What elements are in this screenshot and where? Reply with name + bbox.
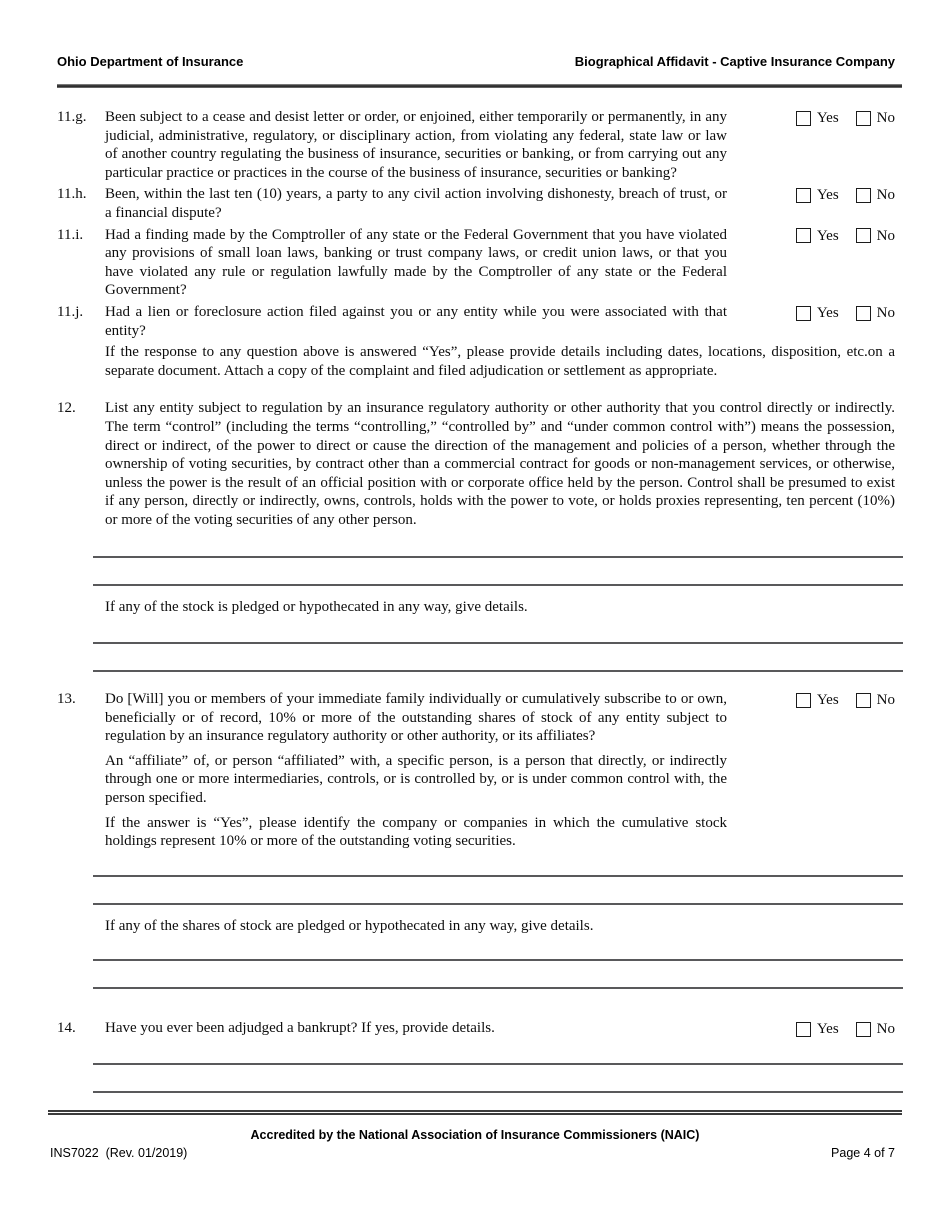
checkbox-label: Yes — [816, 110, 839, 126]
header-department: Ohio Department of Insurance — [57, 54, 244, 69]
checkbox-label: No — [876, 304, 895, 321]
question-text: Had a lien or foreclosure action filed against you or any entity while you were associated with that entity? — [105, 303, 727, 339]
question-number: 11.j. — [57, 303, 84, 320]
checkbox-label: Yes — [816, 187, 839, 204]
question-13-yes-no — [796, 691, 895, 710]
checkbox-box[interactable] — [856, 306, 871, 321]
answer-line[interactable] — [93, 642, 903, 644]
question-paragraph: Do [Will] you or members of your immediate family individually or cumulatively subscribe to or own, beneficially or of record, 10% or more of the outstanding shares of stock of any entity subject to regulation by an insurance regulatory authority or other authority, or its affiliates? — [105, 691, 727, 745]
answer-line[interactable] — [93, 959, 903, 961]
question-11g-yes-no — [796, 109, 895, 128]
checkbox-box[interactable] — [856, 1022, 871, 1037]
header-document-title: Biographical Affidavit - Captive Insurance Company — [574, 54, 895, 69]
question-text — [105, 690, 727, 851]
question-text: Had a finding made by the Comptroller of any state or the Federal Government that you have violated any provisions of small loan laws, banking or trust company laws, or credit union laws, or that you have violated any rule or regulation lawfully made by the Comptroller of any state or the Federal Government? — [105, 226, 727, 299]
question-11i-row — [57, 226, 895, 300]
question-paragraph: If the answer is “Yes”, please identify the company or companies in which the cumulative stock holdings represent 10% or more of the outstanding voting securities. — [105, 814, 727, 850]
page-header — [0, 0, 950, 70]
question-text: Have you ever been adjudged a bankrupt? If yes, provide details. — [105, 1020, 495, 1037]
no-checkbox[interactable] — [856, 109, 895, 128]
question-text: List any entity subject to regulation by an insurance regulatory authority or other authority that you control directly or indirectly. The term “control” (including the terms “controlling,” “controlled by” and “under common control with”) means the possession, direct or indirect, of the power to direct or cause the direction of the management and policies of a person, whether through the ownership of voting securities, by contract other than a commercial contract for goods or non-management services, or otherwise, unless the power is the result of an official position with or corporate office held by the person. Control shall be presumed to exist if any person, directly or indirectly, owns, controls, holds with the power to vote, or holds proxies representing, ten percent (10%) or more of the voting securities of any other person. — [105, 400, 895, 528]
checkbox-label: No — [876, 692, 895, 709]
checkbox-label: No — [876, 227, 895, 244]
yes-checkbox[interactable] — [796, 691, 839, 710]
question-11i-yes-no — [796, 227, 895, 246]
accreditation-text: Accredited by the National Association of Insurance Commissioners (NAIC) — [250, 1128, 700, 1142]
question-number: 11.g. — [57, 109, 87, 125]
checkbox-box[interactable] — [856, 188, 871, 203]
checkbox-box[interactable] — [856, 228, 871, 243]
question-11j-yes-no — [796, 304, 895, 323]
no-checkbox[interactable] — [856, 227, 895, 246]
checkbox-box[interactable] — [856, 111, 871, 126]
header-rule — [57, 84, 902, 88]
question-13-row — [57, 690, 895, 851]
checkbox-label: Yes — [816, 692, 839, 709]
form-number: INS7022 (Rev. 01/2019) — [50, 1146, 188, 1160]
checkbox-label: Yes — [816, 304, 839, 321]
question-11g-row — [57, 108, 895, 182]
answer-line[interactable] — [93, 1091, 903, 1093]
question-number: 14. — [57, 1020, 76, 1037]
checkbox-box[interactable] — [796, 1022, 811, 1037]
question-11h-row — [57, 185, 895, 222]
answer-line[interactable] — [93, 670, 903, 672]
question-14-yes-no — [796, 1020, 895, 1039]
checkbox-box[interactable] — [796, 228, 811, 243]
checkbox-box[interactable] — [796, 111, 811, 126]
checkbox-box[interactable] — [796, 693, 811, 708]
question-13-stock-note: If any of the shares of stock are pledged or hypothecated in any way, give details. — [105, 917, 594, 934]
question-text: Been, within the last ten (10) years, a party to any civil action involving dishonesty, breach of trust, or a financial dispute? — [105, 186, 727, 221]
answer-line[interactable] — [93, 875, 903, 877]
checkbox-label: No — [876, 1021, 895, 1038]
question-number: 12. — [57, 400, 76, 417]
question-12-row — [57, 399, 895, 529]
checkbox-label: No — [876, 187, 895, 204]
answer-line[interactable] — [93, 987, 903, 989]
page-indicator: Page 4 of 7 — [831, 1146, 895, 1160]
answer-line[interactable] — [93, 584, 903, 586]
checkbox-box[interactable] — [796, 306, 811, 321]
no-checkbox[interactable] — [856, 691, 895, 710]
question-text: Been subject to a cease and desist letter or order, or enjoined, either temporarily or permanently, in any judicial, administrative, regulatory, or disciplinary action, from violating any federal, state law or law of another country regulating the business of insurance, securities or banking, or from carrying out any particular practice or practices in the course of the business of insurance, securities or banking? — [105, 109, 727, 181]
checkbox-box[interactable] — [856, 693, 871, 708]
checkbox-label: No — [876, 110, 895, 126]
footer-rule — [48, 1110, 902, 1115]
answer-line[interactable] — [93, 1063, 903, 1065]
answer-line[interactable] — [93, 903, 903, 905]
question-number: 11.h. — [57, 186, 87, 203]
question-12-stock-note: If any of the stock is pledged or hypothecated in any way, give details. — [105, 599, 528, 616]
checkbox-label: Yes — [816, 1021, 839, 1038]
yes-checkbox[interactable] — [796, 1020, 839, 1039]
question-11-instructions: If the response to any question above is answered “Yes”, please provide details including dates, locations, disposition, etc.on a separate document. Attach a copy of the complaint and filed adjudication or settlement as appropriate. — [105, 344, 895, 379]
question-14-row — [57, 1019, 895, 1039]
question-11h-yes-no — [796, 186, 895, 205]
no-checkbox[interactable] — [856, 186, 895, 205]
answer-line[interactable] — [93, 556, 903, 558]
yes-checkbox[interactable] — [796, 304, 839, 323]
question-11j-row — [57, 303, 895, 340]
checkbox-label: Yes — [816, 227, 839, 244]
page-footer — [50, 1146, 895, 1161]
question-number: 13. — [57, 691, 76, 708]
no-checkbox[interactable] — [856, 304, 895, 323]
no-checkbox[interactable] — [856, 1020, 895, 1039]
yes-checkbox[interactable] — [796, 186, 839, 205]
question-paragraph: An “affiliate” of, or person “affiliated” with, a specific person, is a person that directly, or indirectly through one or more intermediaries, controls, or is controlled by, or is under common control with, the person specified. — [105, 752, 727, 807]
checkbox-box[interactable] — [796, 188, 811, 203]
question-number: 11.i. — [57, 226, 84, 243]
yes-checkbox[interactable] — [796, 109, 839, 128]
yes-checkbox[interactable] — [796, 227, 839, 246]
